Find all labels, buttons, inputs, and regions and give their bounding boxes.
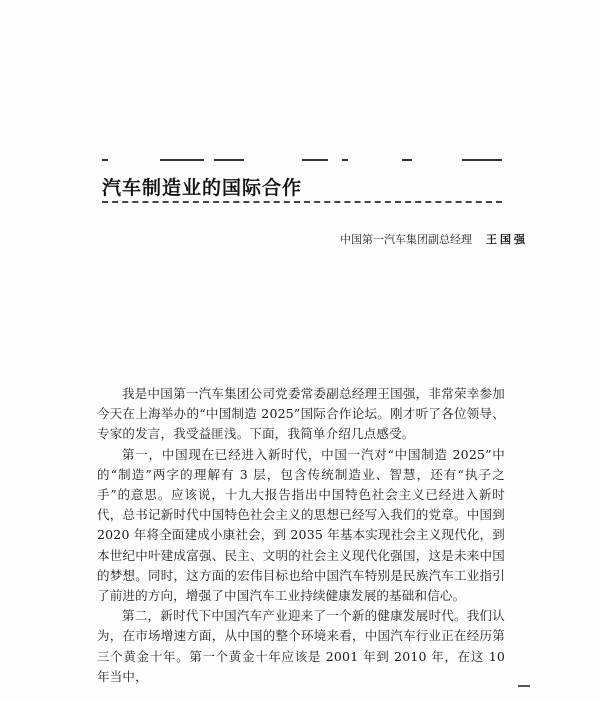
- paragraph-3: 第二，新时代下中国汽车产业迎来了一个新的健康发展时代。我们认为，在市场增速方面，从中国的整个环境来看，中国汽车行业正在经历第三个黄金十年。第一个黄金十年应该是 2001 年到 2010 年，在这 10 年当中，: [97, 608, 505, 684]
- paragraph-2: 第一，中国现在已经进入新时代，中国一汽对“中国制造 2025”中的“制造”两字的理解有 3 层，包含传统制造业、智慧，还有“执子之手”的意思。应该说，十九大报告指出中国特色社会主义已经进入新时代，总书记新时代中国特色社会主义的思想已经写入我们的党章。中国到 2020 年将全面建成小康社会，到 2035 年基本实现社会主义现代化，到本世纪中叶建成富强、民主、文明的社会主义现代化强国，这是未来中国的梦想。同时，这方面的宏伟目标也给中国汽车特别是民族汽车工业指引了前进的方向，增强了中国汽车工业持续健康发展的基础和信心。: [97, 446, 505, 604]
- author-name: 王国强: [486, 233, 528, 246]
- header-decoration-line: [102, 159, 502, 161]
- article-title: 汽车制造业的国际合作: [102, 177, 303, 199]
- title-underline: [102, 201, 502, 205]
- page-corner-mark: [518, 685, 530, 689]
- article-body: [97, 384, 505, 687]
- paragraph-1: 我是中国第一汽车集团公司党委常委副总经理王国强，非常荣幸参加今天在上海举办的“中国制造 2025”国际合作论坛。刚才听了各位领导、专家的发言，我受益匪浅。下面，我简单介绍几点感受。: [97, 386, 505, 442]
- author-byline: [340, 231, 528, 247]
- author-position: 中国第一汽车集团副总经理: [340, 233, 472, 246]
